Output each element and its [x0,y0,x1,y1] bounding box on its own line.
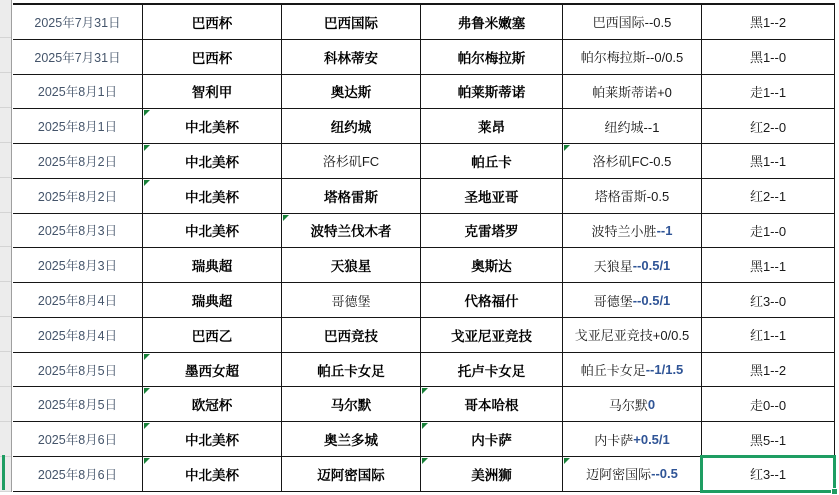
home-team-text: 天狼星 [330,259,372,275]
cell-date[interactable] [13,318,143,353]
cell-away-team[interactable] [421,144,563,179]
row-header-cell[interactable] [0,213,11,248]
cell-league[interactable] [143,353,282,388]
cell-league[interactable] [143,318,282,353]
cell-result[interactable] [702,353,835,388]
handicap-text: 帕尔梅拉斯--0/0.5 [580,50,684,66]
handicap-text: 马尔默 [608,397,648,413]
cell-league[interactable] [143,179,282,214]
cell-home-team[interactable] [282,179,421,214]
cell-home-team[interactable] [282,353,421,388]
result-text: 走0--0 [749,397,787,413]
cell-league[interactable] [143,248,282,283]
home-team-text: 哥德堡 [331,293,371,309]
cell-away-team[interactable] [421,387,563,422]
cell-away-team[interactable] [421,5,563,40]
date-text: 2025年8月2日 [37,154,118,169]
row-header-cell[interactable] [0,3,11,38]
cell-away-team[interactable] [421,248,563,283]
cell-date[interactable] [13,457,143,492]
handicap-text: 波特兰小胜 [591,223,657,239]
league-text: 巴西乙 [191,328,233,344]
home-team-text: 科林蒂安 [324,50,378,66]
handicap-number-text: 0 [647,396,656,412]
row-header-cell[interactable] [0,247,11,282]
cell-home-team[interactable] [282,5,421,40]
result-text: 红1--1 [749,328,787,344]
cell-away-team[interactable] [421,179,563,214]
cell-league[interactable] [143,422,282,457]
result-text: 红3--1 [749,467,787,483]
cell-home-team[interactable] [282,75,421,110]
cell-away-team[interactable] [421,422,563,457]
handicap-text: 帕莱斯蒂诺+0 [592,84,672,100]
home-team-text: 巴西国际 [324,15,378,31]
cell-away-team[interactable] [421,40,563,75]
error-flag-icon [144,388,150,394]
row-header-gutter[interactable] [0,0,12,492]
cell-handicap[interactable] [563,214,702,249]
cell-handicap[interactable] [563,40,702,75]
date-text: 2025年8月1日 [37,85,118,100]
league-text: 墨西女超 [185,363,239,379]
away-team-text: 内卡萨 [471,433,512,449]
cell-away-team[interactable] [421,457,563,492]
cell-result[interactable] [702,40,835,75]
cell-home-team[interactable] [282,387,421,422]
error-flag-icon [422,458,428,464]
league-text: 巴西杯 [191,15,233,31]
handicap-number-text: --1/1.5 [645,362,684,378]
cell-result[interactable] [702,457,835,492]
handicap-text: 迈阿密国际 [586,467,652,483]
cell-handicap[interactable] [563,109,702,144]
league-text: 巴西杯 [191,50,233,66]
result-text: 黑1--1 [749,154,787,170]
date-text: 2025年8月4日 [37,294,118,308]
cell-result[interactable] [702,283,835,318]
cell-home-team[interactable] [282,318,421,353]
cell-home-team[interactable] [282,248,421,283]
league-text: 中北美杯 [185,467,239,483]
error-flag-icon [564,145,570,151]
away-team-text: 哥本哈根 [464,398,519,414]
cell-result[interactable] [702,214,835,249]
home-team-text: 波特兰伐木者 [310,224,392,240]
result-text: 黑5--1 [749,432,787,448]
handicap-number-text: --0.5/1 [632,257,671,273]
handicap-text: 塔格雷斯-0.5 [594,189,670,205]
cell-home-team[interactable] [282,422,421,457]
home-team-text: 迈阿密国际 [317,467,385,483]
cell-away-team[interactable] [421,75,563,110]
cell-league[interactable] [143,5,282,40]
cell-league[interactable] [143,283,282,318]
date-text: 2025年8月5日 [37,398,118,413]
away-team-text: 帕莱斯蒂诺 [457,85,526,101]
error-flag-icon [422,423,428,429]
error-flag-icon [422,388,428,394]
result-text: 红2--1 [749,189,787,205]
error-flag-icon [144,180,150,186]
away-team-text: 莱昂 [478,120,505,136]
cell-date[interactable] [13,248,143,283]
cell-result[interactable] [702,144,835,179]
row-header-cell[interactable] [0,178,11,213]
away-team-text: 托卢卡女足 [457,363,526,379]
cell-away-team[interactable] [421,283,563,318]
date-text: 2025年8月1日 [37,120,118,135]
league-text: 中北美杯 [185,189,239,205]
selected-row-accent [2,455,5,490]
row-header-cell[interactable] [0,108,11,143]
row-header-cell[interactable] [0,387,11,422]
cell-handicap[interactable] [563,283,702,318]
date-text: 2025年8月6日 [37,433,118,448]
cell-league[interactable] [143,457,282,492]
cell-league[interactable] [143,109,282,144]
result-text: 黑1--2 [749,15,787,31]
result-text: 黑1--0 [749,50,787,66]
cell-league[interactable] [143,40,282,75]
date-text: 2025年8月4日 [37,328,118,343]
cell-date[interactable] [13,283,143,318]
cell-date[interactable] [13,109,143,144]
date-text: 2025年8月6日 [37,467,118,482]
cell-result[interactable] [702,248,835,283]
error-flag-icon [283,215,289,221]
row-header-cell[interactable] [0,422,11,457]
handicap-text: 天狼星 [593,258,633,274]
row-header-cell[interactable] [0,317,11,352]
home-team-text: 塔格雷斯 [324,189,378,205]
away-team-text: 代格福什 [464,294,519,309]
away-team-text: 美洲狮 [471,467,512,483]
home-team-text: 巴西竞技 [324,328,378,344]
cell-date[interactable] [13,40,143,75]
home-team-text: 奥达斯 [330,85,372,101]
date-text: 2025年8月5日 [37,363,118,378]
league-text: 中北美杯 [185,120,239,136]
cell-home-team[interactable] [282,214,421,249]
row-header-cell[interactable] [0,38,11,73]
cell-date[interactable] [13,214,143,249]
cell-league[interactable] [143,214,282,249]
cell-handicap[interactable] [563,179,702,214]
handicap-text: 戈亚尼亚竞技+0/0.5 [574,328,690,344]
handicap-text: 哥德堡 [593,293,633,309]
cell-result[interactable] [702,318,835,353]
cell-date[interactable] [13,353,143,388]
result-text: 走1--1 [749,84,787,100]
league-text: 中北美杯 [185,154,239,170]
cell-date[interactable] [13,144,143,179]
cell-handicap[interactable] [563,422,702,457]
cell-handicap[interactable] [563,248,702,283]
away-team-text: 帕丘卡 [471,154,512,170]
cell-date[interactable] [13,5,143,40]
row-header-cell[interactable] [0,73,11,108]
away-team-text: 圣地亚哥 [464,189,519,205]
cell-home-team[interactable] [282,457,421,492]
cell-result[interactable] [702,422,835,457]
row-header-cell[interactable] [0,143,11,178]
error-flag-icon [144,423,150,429]
date-text: 2025年7月31日 [34,50,121,65]
league-text: 中北美杯 [185,433,239,449]
result-text: 黑1--1 [749,258,787,274]
cell-handicap[interactable] [563,75,702,110]
away-team-text: 帕尔梅拉斯 [457,50,526,66]
cell-result[interactable] [702,387,835,422]
result-text: 走1--0 [749,223,787,239]
home-team-text: 洛杉矶FC [322,154,380,170]
handicap-number-text: --0.5/1 [632,292,671,308]
error-flag-icon [144,145,150,151]
date-text: 2025年8月3日 [37,224,118,239]
error-flag-icon [144,354,150,360]
match-table [13,3,835,492]
away-team-text: 戈亚尼亚竞技 [451,328,532,344]
cell-away-team[interactable] [421,353,563,388]
cell-handicap[interactable] [563,457,702,492]
result-text: 黑1--2 [749,363,787,379]
away-team-text: 奥斯达 [471,259,512,275]
handicap-number-text: --1 [656,222,673,238]
handicap-text: 帕丘卡女足 [580,363,646,379]
cell-league[interactable] [143,387,282,422]
away-team-text: 弗鲁米嫩塞 [457,15,526,31]
cell-result[interactable] [702,109,835,144]
row-header-cell[interactable] [0,352,11,387]
league-text: 瑞典超 [191,259,233,275]
date-text: 2025年7月31日 [34,15,121,30]
result-text: 红3--0 [749,293,787,309]
error-flag-icon [144,110,150,116]
league-text: 中北美杯 [185,224,239,240]
cell-result[interactable] [702,75,835,110]
home-team-text: 马尔默 [330,398,372,414]
cell-home-team[interactable] [282,144,421,179]
cell-away-team[interactable] [421,318,563,353]
handicap-text: 纽约城--1 [604,119,660,135]
date-text: 2025年8月3日 [37,259,118,274]
handicap-text: 内卡萨 [594,432,634,448]
league-text: 智利甲 [191,85,233,101]
cell-home-team[interactable] [282,40,421,75]
handicap-number-text: --0.5 [651,466,678,482]
home-team-text: 纽约城 [330,120,372,136]
league-text: 瑞典超 [191,294,233,309]
fill-handle[interactable] [831,488,838,495]
home-team-text: 奥兰多城 [324,433,378,449]
handicap-text: 巴西国际--0.5 [592,15,672,31]
cell-result[interactable] [702,179,835,214]
cell-league[interactable] [143,144,282,179]
cell-result[interactable] [702,5,835,40]
cell-handicap[interactable] [563,5,702,40]
away-team-text: 克雷塔罗 [464,224,519,240]
cell-handicap[interactable] [563,144,702,179]
home-team-text: 帕丘卡女足 [317,363,385,379]
cell-date[interactable] [13,179,143,214]
cell-away-team[interactable] [421,214,563,249]
cell-home-team[interactable] [282,283,421,318]
date-text: 2025年8月2日 [37,189,118,204]
cell-date[interactable] [13,75,143,110]
handicap-text: 洛杉矶FC-0.5 [592,154,672,170]
result-text: 红2--0 [749,119,787,135]
cell-away-team[interactable] [421,109,563,144]
cell-date[interactable] [13,387,143,422]
cell-home-team[interactable] [282,109,421,144]
cell-league[interactable] [143,75,282,110]
row-header-cell[interactable] [0,282,11,317]
handicap-number-text: +0.5/1 [633,431,670,447]
cell-handicap[interactable] [563,387,702,422]
cell-handicap[interactable] [563,318,702,353]
cell-handicap[interactable] [563,353,702,388]
error-flag-icon [564,458,570,464]
league-text: 欧冠杯 [191,398,233,414]
error-flag-icon [144,458,150,464]
cell-date[interactable] [13,422,143,457]
